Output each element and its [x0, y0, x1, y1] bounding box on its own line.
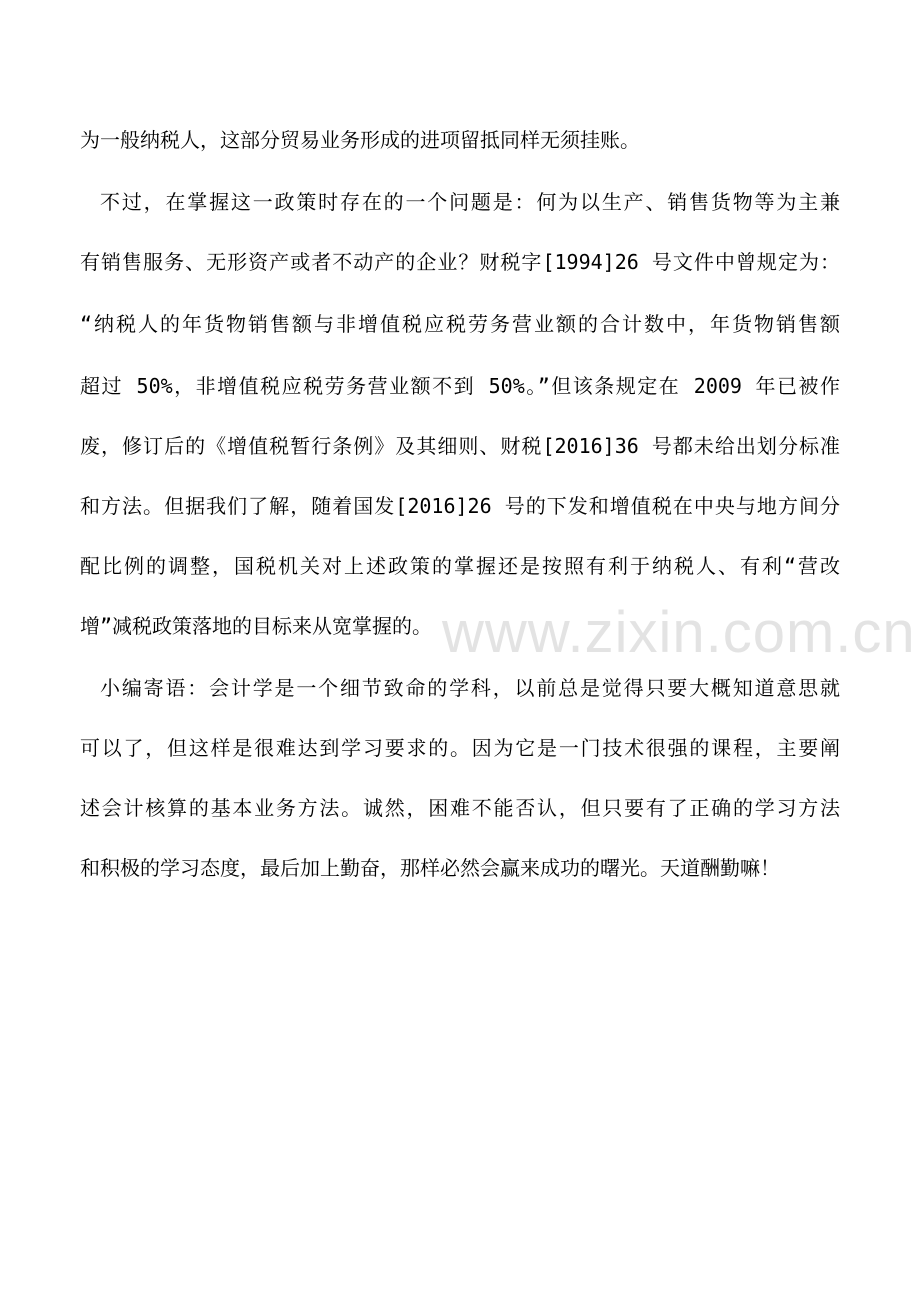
- paragraph-2-line-7: 配比例的调整，国税机关对上述政策的掌握还是按照有利于纳税人、有利“营改: [80, 554, 840, 578]
- paragraph-2-line-5: 废，修订后的《增值税暂行条例》及其细则、财税[2016]36 号都未给出划分标准: [80, 434, 840, 458]
- paragraph-2-line-6: 和方法。但据我们了解，随着国发[2016]26 号的下发和增值税在中央与地方间分: [80, 494, 840, 518]
- paragraph-3-line-2: 可以了，但这样是很难达到学习要求的。因为它是一门技术很强的课程，主要阐: [80, 736, 840, 760]
- paragraph-1-line-1: 为一般纳税人，这部分贸易业务形成的进项留抵同样无须挂账。: [80, 128, 640, 152]
- paragraph-3-line-1: 小编寄语：会计学是一个细节致命的学科，以前总是觉得只要大概知道意思就: [100, 676, 840, 700]
- paragraph-2-line-2: 有销售服务、无形资产或者不动产的企业？财税字[1994]26 号文件中曾规定为：: [80, 250, 840, 274]
- paragraph-3-line-4: 和积极的学习态度，最后加上勤奋，那样必然会赢来成功的曙光。天道酬勤嘛！: [80, 856, 780, 880]
- watermark: www.zixin.com.cn: [442, 600, 916, 665]
- paragraph-3-line-3: 述会计核算的基本业务方法。诚然，困难不能否认，但只要有了正确的学习方法: [80, 796, 840, 820]
- paragraph-2-line-8: 增”减税政策落地的目标来从宽掌握的。: [80, 614, 433, 638]
- paragraph-2-line-1: 不过，在掌握这一政策时存在的一个问题是：何为以生产、销售货物等为主兼: [100, 190, 840, 214]
- paragraph-2-line-4: 超过 50%，非增值税应税劳务营业额不到 50%。”但该条规定在 2009 年已被作: [80, 374, 840, 398]
- paragraph-2-line-3: “纳税人的年货物销售额与非增值税应税劳务营业额的合计数中，年货物销售额: [80, 312, 840, 336]
